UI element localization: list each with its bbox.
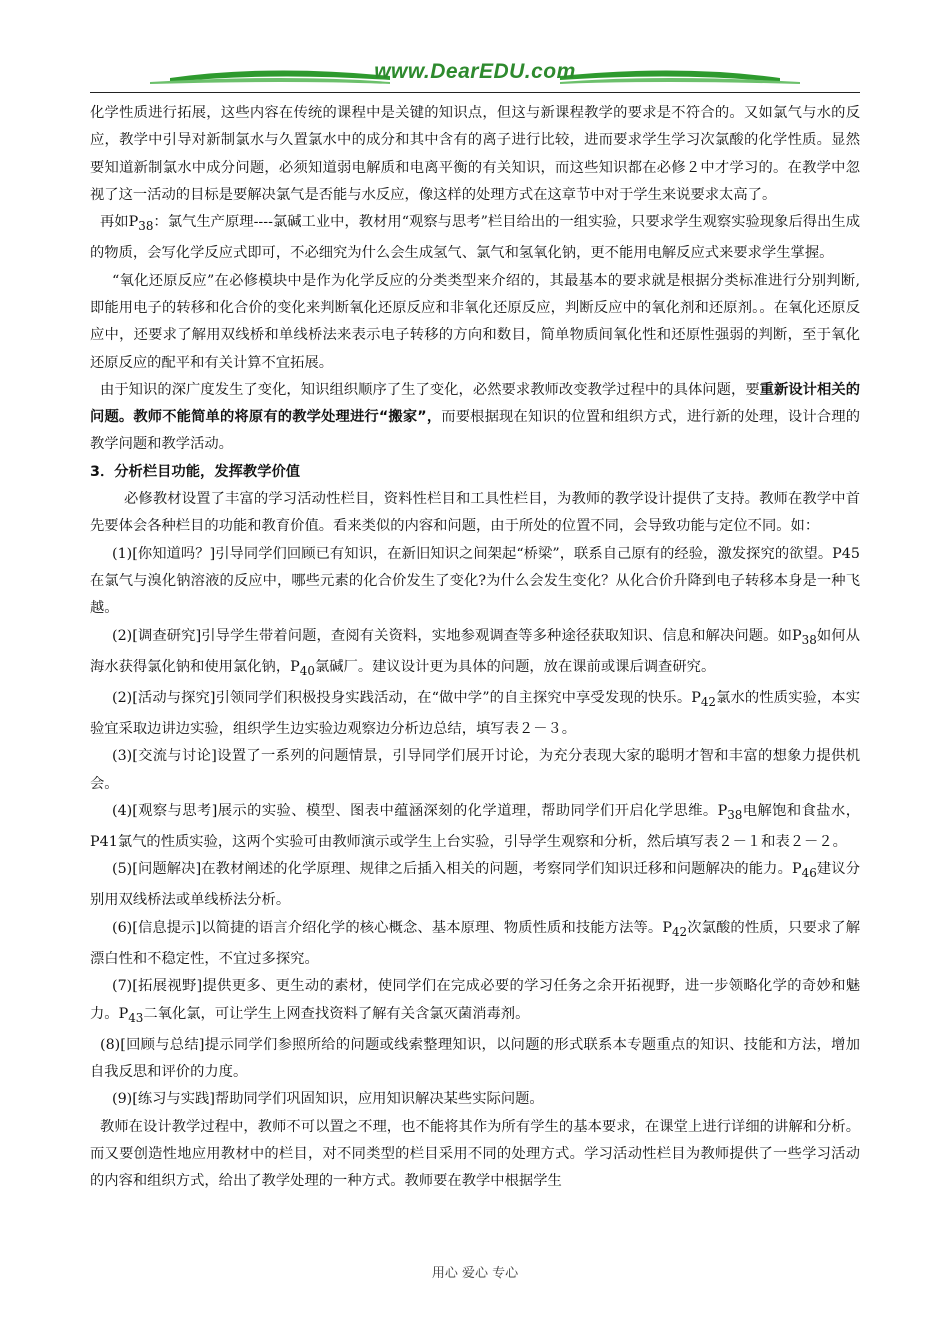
list-item: (7)[拓展视野]提供更多、更生动的素材，使同学们在完成必要的学习任务之余开拓视野，进一步领略化学的奇妙和魅力。$P_{43}$二氧化氯，可让学生上网查找资料了解有关含氯灭菌消毒剂。 [90, 978, 860, 1025]
list-item: (1)[你知道吗？]引导同学们回顾已有知识，在新旧知识之间架起“桥梁”，联系自己原有的经验，激发探究的欲望。P45在氯气与溴化钠溶液的反应中，哪些元素的化合价发生了变化?为什么会发生变化？从化合价升降到电子转移本身是一种飞越。 [90, 545, 860, 617]
paragraph: 教师在设计教学过程中，教师不可以置之不理，也不能将其作为所有学生的基本要求，在课堂上进行详细的讲解和分析。而又要创造性地应用教材中的栏目，对不同类型的栏目采用不同的处理方式。学习活动性栏目为教师提供了一些学习活动的内容和组织方式，给出了教学处理的一种方式。教师要在教学中根据学生 [90, 1118, 860, 1190]
site-logo-text[interactable]: www.DearEDU.com [374, 60, 576, 83]
page-footer: 用心 爱心 专心 [431, 1266, 519, 1281]
list-item: (6)[信息提示]以简捷的语言介绍化学的核心概念、基本原理、物质性质和技能方法等。$P_{42}$次氯酸的性质，只要求了解漂白性和不稳定性，不宜过多探究。 [90, 919, 860, 967]
list-item: (2)[调查研究]引导学生带着问题，查阅有关资料，实地参观调查等多种途径获取知识、信息和解决问题。如$P_{38}$如何从海水获得氯化钠和使用氯化钠，$P_{40}$氯碱厂。建议设计更为具体的问题，放在课前或课后调查研究。 [90, 627, 861, 678]
paragraph: “氧化还原反应”在必修模块中是作为化学反应的分类类型来介绍的，其最基本的要求就是根据分类标准进行分别判断,即能用电子的转移和化合价的变化来判断氧化还原反应和非氧化还原反应，判断反应中的氧化剂和还原剂。。在氧化还原反应中，还要求了解用双线桥和单线桥法来表示电子转移的方向和数目，简单物质间氧化性和还原性强弱的判断，至于氧化还原反应的配平和有关计算不宜拓展。 [90, 272, 860, 371]
list-item: (8)[回顾与总结]提示同学们参照所给的问题或线索整理知识，以问题的形式联系本专题重点的知识、技能和方法，增加自我反思和评价的力度。 [90, 1036, 860, 1080]
list-item: (3)[交流与讨论]设置了一系列的问题情景，引导同学们展开讨论，为充分表现大家的聪明才智和丰富的想象力提供机会。 [90, 748, 860, 792]
list-item: (2)[活动与探究]引领同学们积极投身实践活动，在“做中学”的自主探究中享受发现的快乐。$P_{42}$氯水的性质实验，本实验宜采取边讲边实验，组织学生边实验边观察边分析边总结，填写表２－３。 [90, 689, 860, 737]
paragraph: 由于知识的深广度发生了变化，知识组织顺序了生了变化，必然要求教师改变教学过程中的具体问题，要重新设计相关的问题。教师不能简单的将原有的教学处理进行“搬家”，而要根据现在知识的位置和组织方式，进行新的处理，设计合理的教学问题和教学活动。 [90, 381, 860, 453]
document-body [90, 100, 860, 1195]
paragraph: 必修教材设置了丰富的学习活动性栏目，资料性栏目和工具性栏目，为教师的教学设计提供了支持。教师在教学中首先要体会各种栏目的功能和教育价值。看来类似的内容和问题，由于所处的位置不同，会导致功能与定位不同。如： [90, 491, 860, 535]
page-header [90, 56, 860, 96]
paragraph: 再如$P_{38}$：氯气生产原理----氯碱工业中，教材用“观察与思考”栏目给出的一组实验，只要求学生观察实验现象后得出生成的物质，会写化学反应式即可，不必细究为什么会生成氢气、氯气和氢氧化钠，更不能用电解反应式来要求学生掌握。 [90, 214, 861, 262]
list-item: (5)[问题解决]在教材阐述的化学原理、规律之后插入相关的问题，考察同学们知识迁移和问题解决的能力。$P_{46}$建议分别用双线桥法或单线桥法分析。 [90, 861, 861, 909]
emphasis-text: 重新设计相关的问题。教师不能简单的将原有的教学处理进行“搬家”， [90, 381, 860, 426]
section-heading: 3．分析栏目功能，发挥教学价值 [90, 463, 301, 480]
paragraph: 化学性质进行拓展，这些内容在传统的课程中是关键的知识点，但这与新课程教学的要求是不符合的。又如氯气与水的反应，教学中引导对新制氯水与久置氯水中的成分和其中含有的离子进行比较，进而要求学生学习次氯酸的化学性质。显然要知道新制氯水中成分问题，必须知道弱电解质和电离平衡的有关知识，而这些知识都在必修２中才学习的。在教学中忽视了这一活动的目标是要解决氯气是否能与水反应，像这样的处理方式在这章节中对于学生来说要求太高了。 [90, 105, 860, 203]
list-item: (9)[练习与实践]帮助同学们巩固知识，应用知识解决某些实际问题。 [112, 1091, 544, 1108]
list-item: (4)[观察与思考]展示的实验、模型、图表中蕴涵深刻的化学道理，帮助同学们开启化学思维。$P_{38}$电解饱和食盐水，P41氯气的性质实验，这两个实验可由教师演示或学生上台实验，引导学生观察和分析，然后填写表２－１和表２－２。 [90, 802, 860, 851]
header-rule [90, 92, 860, 93]
